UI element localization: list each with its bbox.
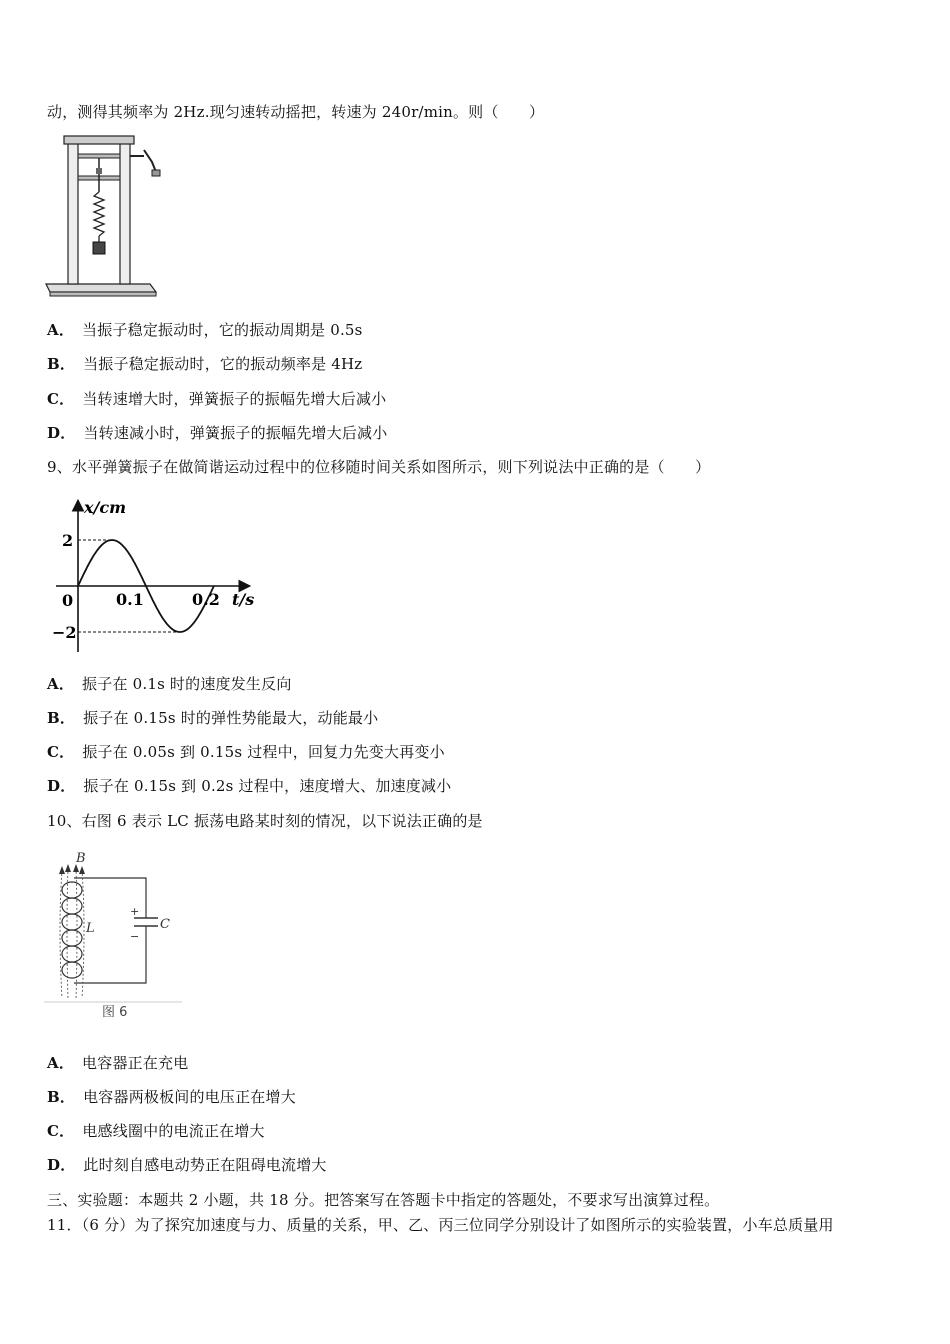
- q9-option-c[interactable]: C． 振子在 0.05s 到 0.15s 过程中，回复力先变大再变小: [47, 743, 445, 761]
- figure-caption: 图 6: [102, 1005, 128, 1020]
- q11-stem: 11．（6 分）为了探究加速度与力、质量的关系，甲、乙、丙三位同学分别设计了如图所示的实验装置，小车总质量用: [47, 1216, 834, 1234]
- inductor-label-l: L: [86, 921, 95, 936]
- q9-option-d[interactable]: D． 振子在 0.15s 到 0.2s 过程中，速度增大、加速度减小: [47, 777, 452, 795]
- minus-sign: −: [130, 930, 140, 943]
- q8-option-a[interactable]: A． 当振子稳定振动时，它的振动周期是 0.5s: [47, 321, 363, 339]
- q10-option-b[interactable]: B． 电容器两极板间的电压正在增大: [47, 1088, 296, 1106]
- q8-option-b[interactable]: B． 当振子稳定振动时，它的振动频率是 4Hz: [47, 355, 363, 373]
- displacement-time-graph: [46, 492, 266, 662]
- x-tick-0-2: 0.2: [192, 590, 220, 609]
- origin-label: 0: [62, 591, 74, 610]
- oscillator-apparatus-figure: [44, 132, 164, 302]
- q8-stem-tail: 动，测得其频率为 2Hz.现匀速转动摇把，转速为 240r/min。则（ ）: [47, 103, 545, 121]
- plus-sign: +: [130, 905, 140, 918]
- q10-option-d[interactable]: D． 此时刻自感电动势正在阻碍电流增大: [47, 1156, 327, 1174]
- x-axis-label: t/s: [232, 590, 255, 609]
- q9-option-a[interactable]: A． 振子在 0.1s 时的速度发生反向: [47, 675, 292, 693]
- lc-circuit-figure: [44, 848, 194, 1028]
- q10-option-c[interactable]: C． 电感线圈中的电流正在增大: [47, 1122, 265, 1140]
- capacitor-label-c: C: [160, 917, 170, 932]
- y-tick-neg2: −2: [52, 623, 77, 642]
- q10-option-a[interactable]: A． 电容器正在充电: [47, 1054, 189, 1072]
- q8-option-c[interactable]: C． 当转速增大时，弹簧振子的振幅先增大后减小: [47, 390, 387, 408]
- q8-option-d[interactable]: D． 当转速减小时，弹簧振子的振幅先增大后减小: [47, 424, 388, 442]
- section3-heading: 三、实验题：本题共 2 小题，共 18 分。把答案写在答题卡中指定的答题处，不要求写出演算过程。: [47, 1191, 720, 1209]
- x-tick-0-1: 0.1: [116, 590, 144, 609]
- y-axis-label: x/cm: [84, 498, 127, 517]
- y-tick-2: 2: [62, 531, 74, 550]
- q9-option-b[interactable]: B． 振子在 0.15s 时的弹性势能最大，动能最小: [47, 709, 379, 727]
- inductor-coil: [62, 882, 82, 978]
- q10-stem: 10、右图 6 表示 LC 振荡电路某时刻的情况，以下说法正确的是: [47, 812, 483, 830]
- field-label-b: B: [76, 851, 86, 866]
- q9-stem: 9、水平弹簧振子在做简谐运动过程中的位移随时间关系如图所示，则下列说法中正确的是（ ）: [47, 458, 711, 476]
